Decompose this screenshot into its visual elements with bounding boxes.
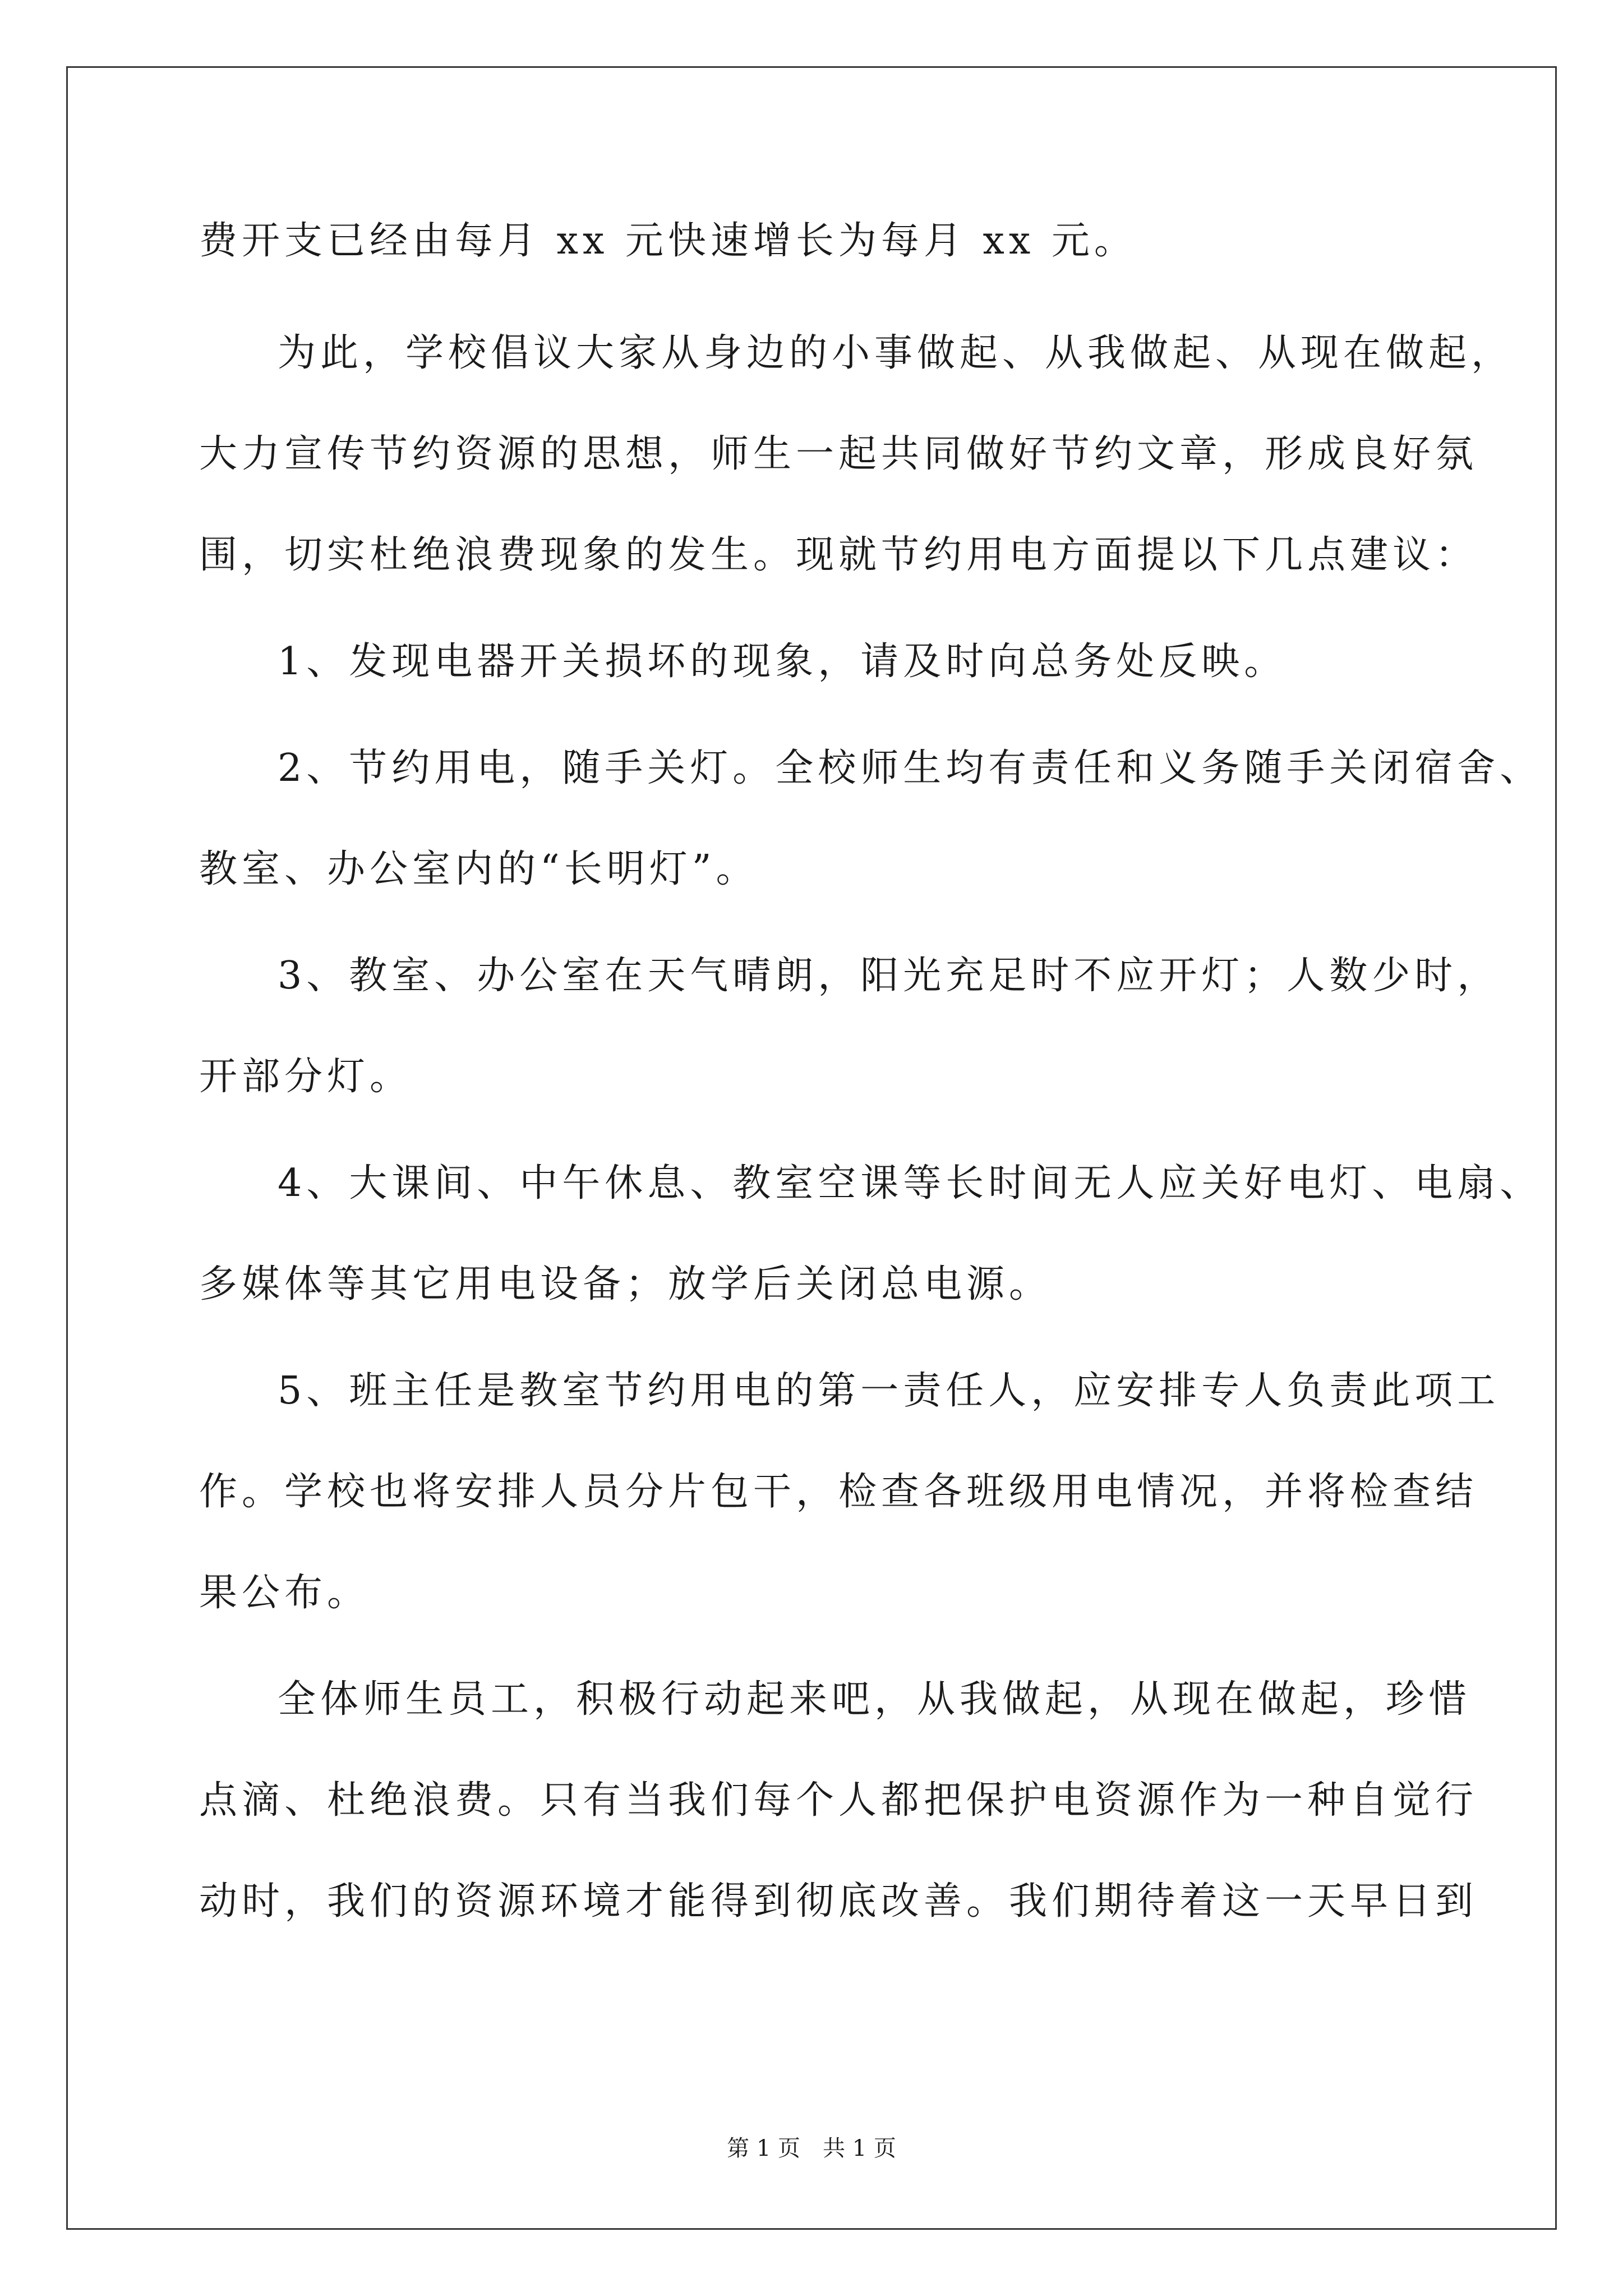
text-line: 4、大课间、中午休息、教室空课等长时间无人应关好电灯、电扇、 xyxy=(278,1161,1543,1205)
text-line: 作。学校也将安排人员分片包干，检查各班级用电情况，并将检查结 xyxy=(199,1470,1478,1514)
text-line: 5、班主任是教室节约用电的第一责任人，应安排专人负责此项工 xyxy=(278,1369,1500,1413)
text-line: 费开支已经由每月 xx 元快速增长为每月 xx 元。 xyxy=(199,219,1137,263)
text-line: 1、发现电器开关损坏的现象，请及时向总务处反映。 xyxy=(278,639,1287,684)
text-line: 果公布。 xyxy=(199,1571,370,1615)
text-line: 大力宣传节约资源的思想，师生一起共同做好节约文章，形成良好氛 xyxy=(199,432,1478,476)
text-line: 3、教室、办公室在天气晴朗，阳光充足时不应开灯；人数少时， xyxy=(278,954,1500,998)
text-line: 为此，学校倡议大家从身边的小事做起、从我做起、从现在做起， xyxy=(278,331,1514,375)
text-line: 教室、办公室内的“长明灯”。 xyxy=(199,847,759,891)
page-number-footer: 第 1 页 共 1 页 xyxy=(727,2136,896,2161)
text-line: 2、节约用电，随手关灯。全校师生均有责任和义务随手关闭宿舍、 xyxy=(278,746,1543,790)
text-line: 动时，我们的资源环境才能得到彻底改善。我们期待着这一天早日到 xyxy=(199,1879,1478,1924)
text-line: 多媒体等其它用电设备；放学后关闭总电源。 xyxy=(199,1262,1052,1306)
text-line: 围，切实杜绝浪费现象的发生。现就节约用电方面提以下几点建议： xyxy=(199,533,1478,577)
text-line: 点滴、杜绝浪费。只有当我们每个人都把保护电资源作为一种自觉行 xyxy=(199,1778,1478,1823)
text-line: 全体师生员工，积极行动起来吧，从我做起，从现在做起，珍惜 xyxy=(278,1677,1472,1722)
text-line: 开部分灯。 xyxy=(199,1055,413,1099)
